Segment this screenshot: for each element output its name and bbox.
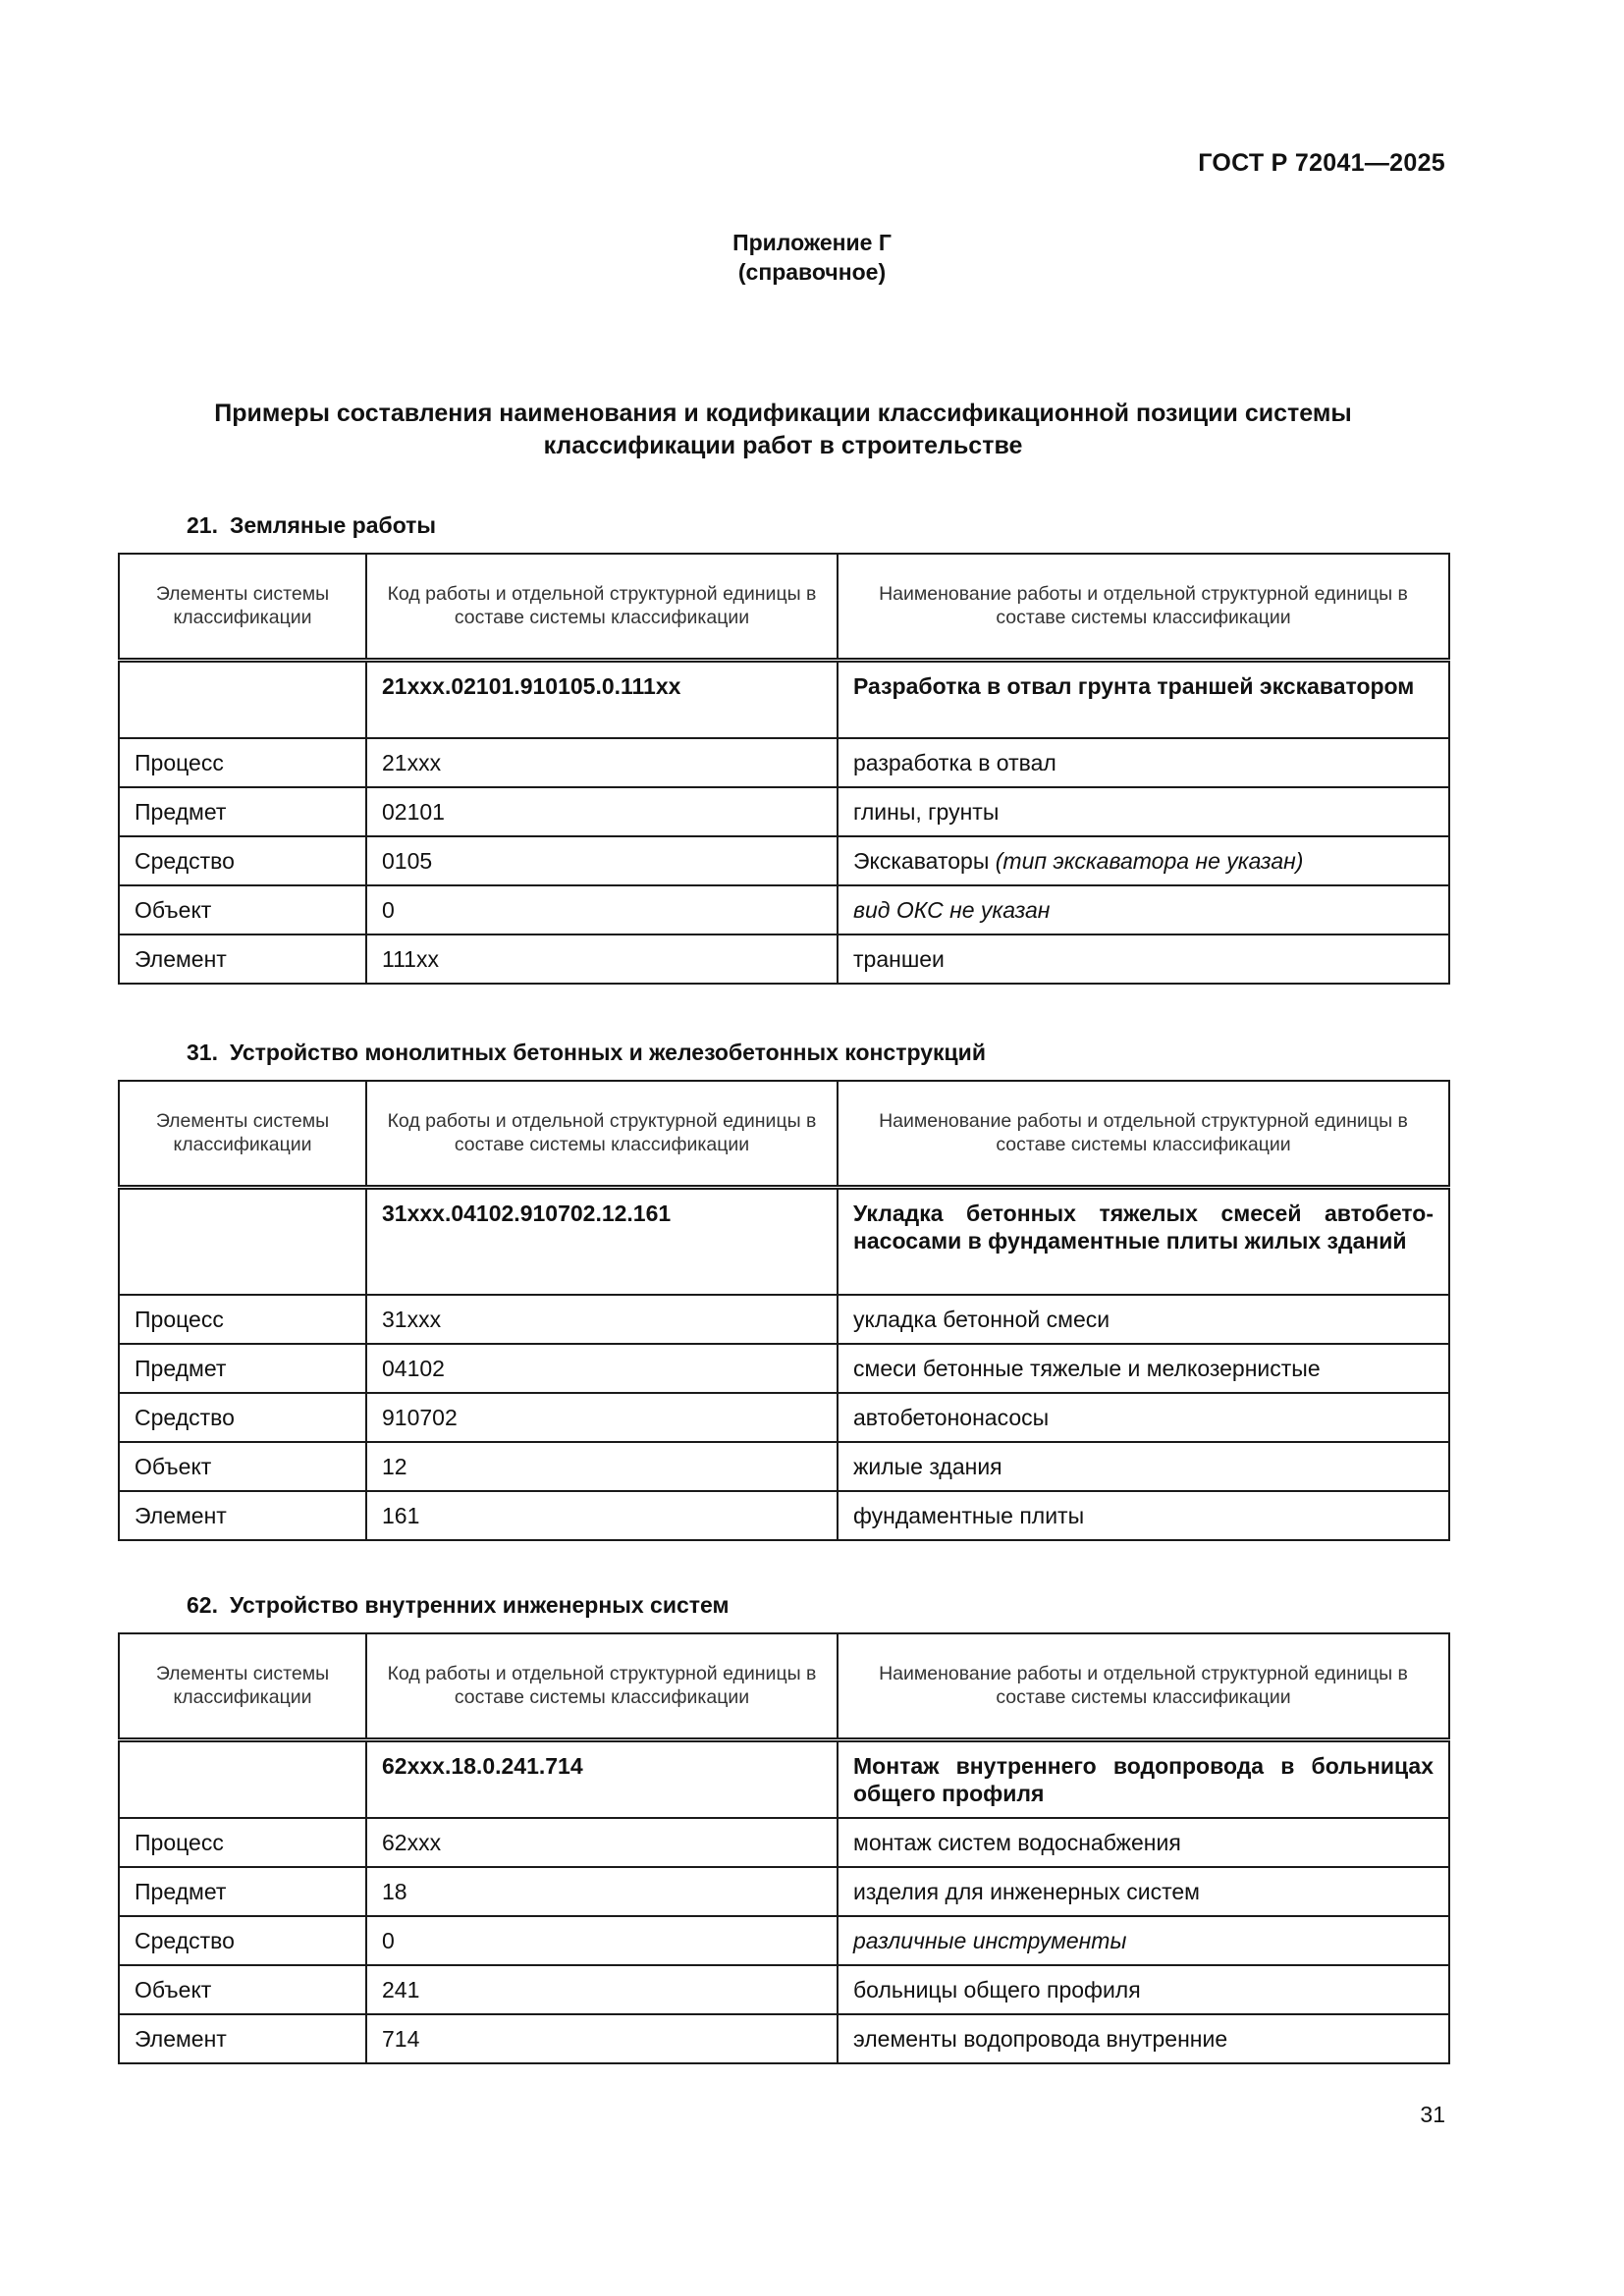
row-element: Элемент — [119, 2014, 366, 2063]
row-element: Предмет — [119, 787, 366, 836]
row-name-note: различные инструменты — [853, 1928, 1127, 1953]
table-row — [119, 1295, 1449, 1344]
summary-empty-cell — [119, 1739, 366, 1818]
document-number: ГОСТ Р 72041—2025 — [1198, 149, 1445, 177]
main-title-line-2: классификации работ в строительстве — [543, 432, 1023, 459]
row-code: 18 — [366, 1867, 838, 1916]
summary-row — [119, 1187, 1449, 1295]
header-code: Код работы и отдельной структурной единицы в составе системы классификации — [366, 554, 838, 660]
row-code: 0 — [366, 885, 838, 934]
row-name-text: разработка в отвал — [853, 750, 1056, 775]
row-name — [838, 2014, 1449, 2063]
row-code: 31xxx — [366, 1295, 838, 1344]
table-row — [119, 738, 1449, 787]
section-number: 31. — [187, 1040, 218, 1065]
header-elements: Элементы системы классификации — [119, 554, 366, 660]
section-title: Устройство внутренних инженерных систем — [229, 1592, 730, 1618]
row-code: 62xxx — [366, 1818, 838, 1867]
summary-name: Монтаж внутреннего водопровода в больницах общего профиля — [838, 1739, 1449, 1818]
header-elements: Элементы системы классификации — [119, 1633, 366, 1739]
section-number: 62. — [187, 1592, 218, 1618]
row-name-text: монтаж систем водоснабжения — [853, 1830, 1181, 1855]
summary-name: Укладка бетонных тяжелых смесей автобетонасосами в фундаментные плиты жилых зданий — [838, 1187, 1449, 1295]
table-row — [119, 1491, 1449, 1540]
summary-row — [119, 660, 1449, 738]
summary-empty-cell — [119, 660, 366, 738]
header-elements: Элементы системы классификации — [119, 1081, 366, 1187]
row-name-note: (тип экскаватора не указан) — [995, 848, 1304, 874]
row-element: Элемент — [119, 934, 366, 984]
row-code: 0 — [366, 1916, 838, 1965]
header-name: Наименование работы и отдельной структурной единицы в составе системы классификации — [838, 1081, 1449, 1187]
section-number: 21. — [187, 512, 218, 538]
summary-code: 62xxx.18.0.241.714 — [366, 1739, 838, 1818]
row-name — [838, 787, 1449, 836]
row-code: 111xx — [366, 934, 838, 984]
section-heading — [187, 512, 436, 539]
row-element: Процесс — [119, 1295, 366, 1344]
row-name-text: фундаментные плиты — [853, 1503, 1085, 1528]
table-row — [119, 787, 1449, 836]
row-name-text: элементы водопровода внутренние — [853, 2026, 1228, 2052]
row-name — [838, 885, 1449, 934]
row-code: 21xxx — [366, 738, 838, 787]
table-header-row — [119, 554, 1449, 660]
row-name-text: глины, грунты — [853, 799, 1000, 825]
row-name-text: укладка бетонной смеси — [853, 1307, 1110, 1332]
row-name — [838, 1344, 1449, 1393]
row-code: 241 — [366, 1965, 838, 2014]
table-header-row — [119, 1633, 1449, 1739]
row-name — [838, 738, 1449, 787]
row-element: Элемент — [119, 1491, 366, 1540]
summary-name: Разработка в отвал грунта траншей экскаватором — [838, 660, 1449, 738]
section-heading — [187, 1592, 730, 1619]
row-code: 910702 — [366, 1393, 838, 1442]
row-element: Средство — [119, 1393, 366, 1442]
row-code: 02101 — [366, 787, 838, 836]
row-name — [838, 934, 1449, 984]
table-row — [119, 1916, 1449, 1965]
main-title-line-1: Примеры составления наименования и кодификации классификационной позиции системы — [214, 400, 1352, 427]
row-element: Объект — [119, 1442, 366, 1491]
classification-table — [118, 553, 1450, 985]
table-row — [119, 1867, 1449, 1916]
row-name — [838, 1916, 1449, 1965]
header-name: Наименование работы и отдельной структурной единицы в составе системы классификации — [838, 554, 1449, 660]
row-code: 12 — [366, 1442, 838, 1491]
table-row — [119, 1965, 1449, 2014]
row-name — [838, 1491, 1449, 1540]
row-name — [838, 1295, 1449, 1344]
classification-table — [118, 1080, 1450, 1541]
summary-empty-cell — [119, 1187, 366, 1295]
row-name-text: траншеи — [853, 946, 945, 972]
row-element: Средство — [119, 1916, 366, 1965]
row-element: Предмет — [119, 1344, 366, 1393]
row-name — [838, 836, 1449, 885]
summary-code: 31xxx.04102.910702.12.161 — [366, 1187, 838, 1295]
row-element: Средство — [119, 836, 366, 885]
table-row — [119, 1393, 1449, 1442]
row-name-text: Экскаваторы — [853, 848, 990, 874]
table-row — [119, 934, 1449, 984]
main-title — [118, 398, 1448, 462]
appendix-title: Приложение Г — [732, 230, 892, 255]
row-name — [838, 1965, 1449, 2014]
section-heading — [187, 1040, 986, 1066]
classification-table — [118, 1632, 1450, 2064]
row-name-text: изделия для инженерных систем — [853, 1879, 1200, 1904]
table-header-row — [119, 1081, 1449, 1187]
row-element: Предмет — [119, 1867, 366, 1916]
appendix-heading — [0, 228, 1624, 287]
row-code: 714 — [366, 2014, 838, 2063]
row-name — [838, 1442, 1449, 1491]
row-element: Объект — [119, 885, 366, 934]
table-row — [119, 1818, 1449, 1867]
row-code: 0105 — [366, 836, 838, 885]
row-element: Объект — [119, 1965, 366, 2014]
row-name — [838, 1818, 1449, 1867]
table-row — [119, 1442, 1449, 1491]
row-name-text: смеси бетонные тяжелые и мелкозернистые — [853, 1356, 1321, 1381]
summary-code: 21xxx.02101.910105.0.111xx — [366, 660, 838, 738]
table-row — [119, 1344, 1449, 1393]
row-name — [838, 1393, 1449, 1442]
section-title: Земляные работы — [229, 512, 437, 538]
row-name-text: жилые здания — [853, 1454, 1002, 1479]
header-code: Код работы и отдельной структурной единицы в составе системы классификации — [366, 1081, 838, 1187]
row-code: 04102 — [366, 1344, 838, 1393]
section-title: Устройство монолитных бетонных и железобетонных конструкций — [229, 1040, 986, 1065]
table-row — [119, 2014, 1449, 2063]
header-code: Код работы и отдельной структурной единицы в составе системы классификации — [366, 1633, 838, 1739]
row-element: Процесс — [119, 738, 366, 787]
appendix-subtitle: (справочное) — [737, 259, 887, 285]
page-number: 31 — [1420, 2102, 1445, 2127]
header-name: Наименование работы и отдельной структурной единицы в составе системы классификации — [838, 1633, 1449, 1739]
table-row — [119, 836, 1449, 885]
summary-row — [119, 1739, 1449, 1818]
row-name-text: больницы общего профиля — [853, 1977, 1141, 2002]
row-name — [838, 1867, 1449, 1916]
table-row — [119, 885, 1449, 934]
row-name-note: вид ОКС не указан — [853, 897, 1051, 923]
row-name-text: автобетононасосы — [853, 1405, 1050, 1430]
row-code: 161 — [366, 1491, 838, 1540]
row-element: Процесс — [119, 1818, 366, 1867]
